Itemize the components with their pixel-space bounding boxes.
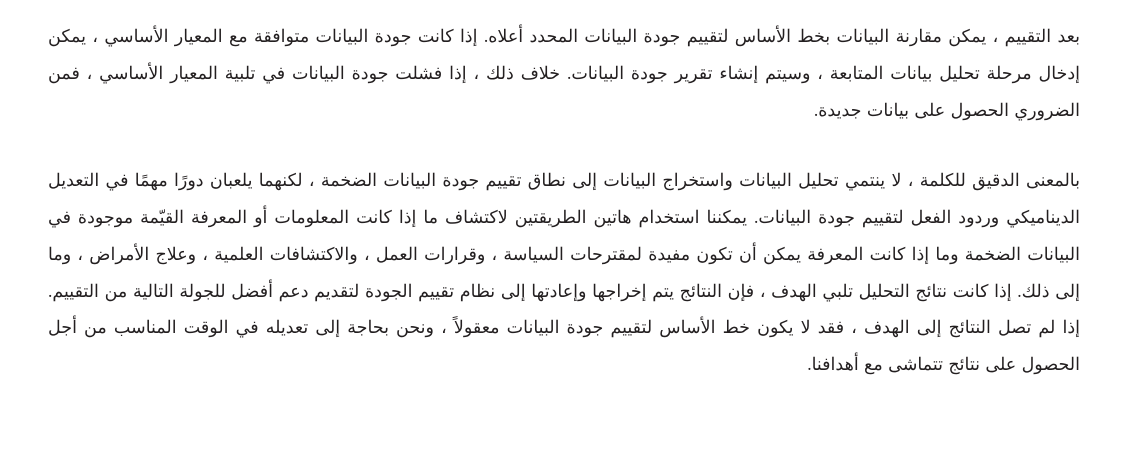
paragraph-1: بعد التقييم ، يمكن مقارنة البيانات بخط الأساس لتقييم جودة البيانات المحدد أعلاه. إذا كانت جودة البيانات متوافقة مع المعيار الأساسي ، يمكن إدخال مرحلة تحليل بيانات المتابعة ، وسيتم إنشاء تقرير جودة البيانات. خلاف ذلك ، إذا فشلت جودة البيانات في تلبية المعيار الأساسي ، فمن الضروري الحصول على بيانات جديدة. [48,26,1080,120]
paragraph-2: بالمعنى الدقيق للكلمة ، لا ينتمي تحليل البيانات واستخراج البيانات إلى نطاق تقييم جودة البيانات الضخمة ، لكنهما يلعبان دورًا مهمًا في التعديل الديناميكي وردود الفعل لتقييم جودة البيانات. يمكننا استخدام هاتين الطريقتين لاكتشاف ما إذا كانت المعلومات أو المعرفة القيّمة موجودة في البيانات الضخمة وما إذا كانت المعرفة يمكن أن تكون مفيدة لمقترحات السياسة ، وقرارات العمل ، والاكتشافات العلمية ، وعلاج الأمراض ، وما إلى ذلك. إذا كانت نتائج التحليل تلبي الهدف ، فإن النتائج يتم إخراجها وإعادتها إلى نظام تقييم الجودة لتقديم دعم أفضل للجولة التالية من التقييم. إذا لم تصل النتائج إلى الهدف ، فقد لا يكون خط الأساس لتقييم جودة البيانات معقولاً ، ونحن بحاجة إلى تعديله في الوقت المناسب من أجل الحصول على نتائج تتماشى مع أهدافنا. [48,170,1080,374]
